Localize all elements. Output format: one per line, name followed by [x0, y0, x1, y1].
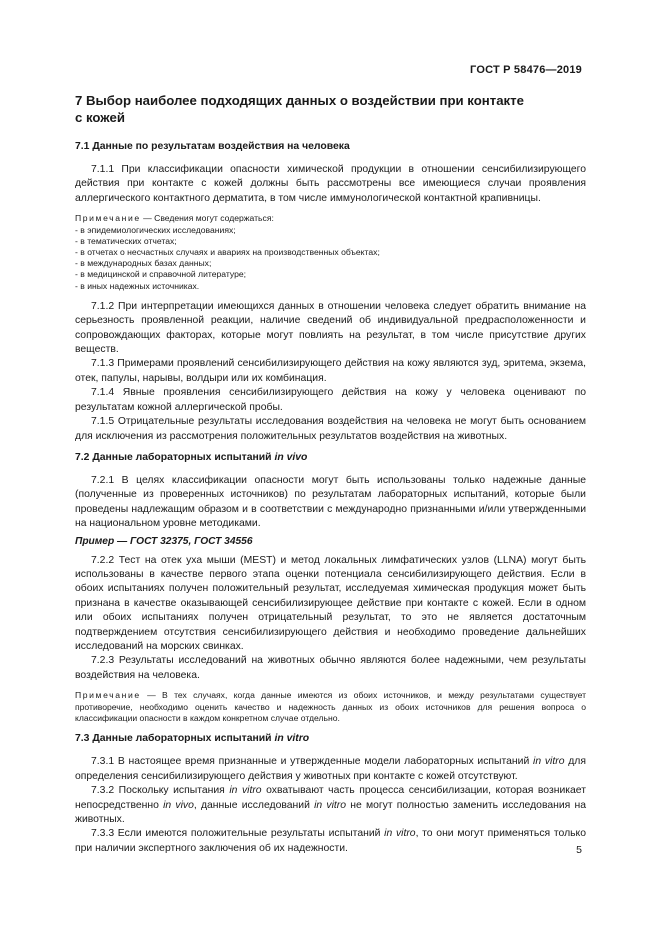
paragraph-7-1-2: 7.1.2 При интерпретации имеющихся данных в отношении человека следует обратить внимание на серьезность проявленной реакции, наличие сведений об индивидуальной предрасположенности и сопровождающих факторах, которые могут повлиять на результат, в том числе присутствие других веществ. [75, 300, 586, 356]
italic-text: in vitro [229, 785, 262, 797]
subsection-7-1-title: 7.1 Данные по результатам воздействия на человека [75, 141, 350, 152]
list-item: - в отчетах о несчастных случаях и авариях на производственных объектах; [75, 247, 380, 258]
note-7-1-list [75, 225, 586, 292]
list-item: - в тематических отчетах; [75, 235, 177, 246]
text: для определения сенсибилизирующего действия у животных при контакте с кожей отсутствуют. [75, 756, 586, 782]
text: 7.3.3 Если имеются положительные результаты испытаний [91, 828, 385, 840]
text: 7.3.1 В настоящее время признанные и утвержденные модели лабораторных испытаний [91, 756, 534, 768]
paragraph-7-3-3 [75, 827, 586, 856]
paragraph-7-1-5: 7.1.5 Отрицательные результаты исследования воздействия на человека не могут быть основанием для исключения из рассмотрения положительных результатов воздействия на животных. [75, 416, 586, 442]
text: , то они могут применяться только при наличии экспертного заключения об их надежности. [75, 828, 586, 854]
page-body [75, 92, 586, 856]
paragraph-7-2-2: 7.2.2 Тест на отек уха мыши (MEST) и метод локальных лимфатических узлов (LLNA) могут быть использованы в качестве первого этапа оценки потенциала сенсибилизирующего действия. Если в обоих испытаниях получен положительный результат, исследуемая химическая продукция может быть признана в качестве оказывающей сенсибилизирующее действие при контакте с кожей. Если в одном или обоих испытаниях получен отрицательный результат, то это не является достаточным подтверждением отсутствия сенсибилизирующего действия и необходимо проведение дальнейших исследований на морских свинках. [75, 554, 586, 652]
paragraph-7-3-2 [75, 784, 586, 827]
example-line: Пример — ГОСТ 32375, ГОСТ 34556 [75, 535, 253, 547]
note-intro: — Сведения могут содержаться: [140, 213, 274, 224]
list-item: - в медицинской и справочной литературе; [75, 269, 247, 280]
list-item: - в международных базах данных; [75, 258, 212, 269]
italic-text: in vitro [533, 756, 565, 768]
title-text: 7.2 Данные лабораторных испытаний [75, 451, 275, 463]
text: 7.3.2 Поскольку испытания [91, 785, 230, 797]
note-text: — В тех случаях, когда данные имеются из обоих источников, и между результатами существует противоречие, необходимо оценить качество и надежность данных из обоих источников для решения вопроса о классификации опасности в каждом конкретном случае отдельно. [75, 690, 586, 723]
subsection-7-2-title [75, 451, 586, 465]
text: , данные исследований [193, 799, 315, 811]
section-7-title-line-1: 7 Выбор наиболее подходящих данных о воздействии при контакте [75, 93, 524, 108]
paragraph-7-2-3: 7.2.3 Результаты исследований на животных обычно являются более надежными, чем результаты воздействия на человека. [75, 655, 586, 681]
paragraph-7-1-1: 7.1.1 При классификации опасности химической продукции в отношении сенсибилизирующего действия при контакте с кожей должны быть рассмотрены все имеющиеся случаи проявления аллергического контактного дерматита, в том числе иммунологической контактной крапивницы. [75, 164, 586, 204]
title-text: 7.3 Данные лабораторных испытаний [75, 733, 275, 745]
text: охватывают часть процесса сенсибилизации, которая возникает непосредственно [75, 785, 586, 811]
title-italic: in vivo [274, 451, 308, 463]
text: не могут полностью заменить исследования на животных. [75, 799, 587, 826]
paragraph-7-1-4: 7.1.4 Явные проявления сенсибилизирующего действия на кожу у человека оценивают по результатам кожной аллергической пробы. [75, 387, 586, 413]
section-7-title-line-2: с кожей [75, 110, 125, 125]
title-italic: in vitro [274, 733, 310, 745]
list-item: - в иных надежных источниках. [75, 280, 200, 291]
page-number: 5 [576, 844, 582, 856]
paragraph-7-3-1 [75, 755, 586, 784]
note-7-2 [75, 690, 586, 724]
italic-text: in vitro [384, 828, 416, 840]
note-label: Примечание [75, 213, 141, 224]
italic-text: in vitro [314, 799, 347, 811]
paragraph-7-2-1: 7.2.1 В целях классификации опасности могут быть использованы только надежные данные (полученные из проверенных источников) по результатам лабораторных испытаний, которые были проведены надлежащим образом и в соответствии с международно признанными и/или утвержденными на национальном уровне методиками. [75, 474, 586, 530]
subsection-7-3-title [75, 732, 586, 746]
paragraph-7-1-3: 7.1.3 Примерами проявлений сенсибилизирующего действия на кожу являются зуд, эритема, экзема, отек, папулы, нарывы, волдыри или их комбинация. [75, 358, 586, 384]
italic-text: in vivo [163, 799, 194, 811]
note-label: Примечание [75, 690, 141, 701]
section-7-title [75, 92, 586, 126]
note-7-1 [75, 213, 586, 224]
standard-number: ГОСТ Р 58476—2019 [470, 64, 582, 76]
list-item: - в эпидемиологических исследованиях; [75, 224, 236, 235]
